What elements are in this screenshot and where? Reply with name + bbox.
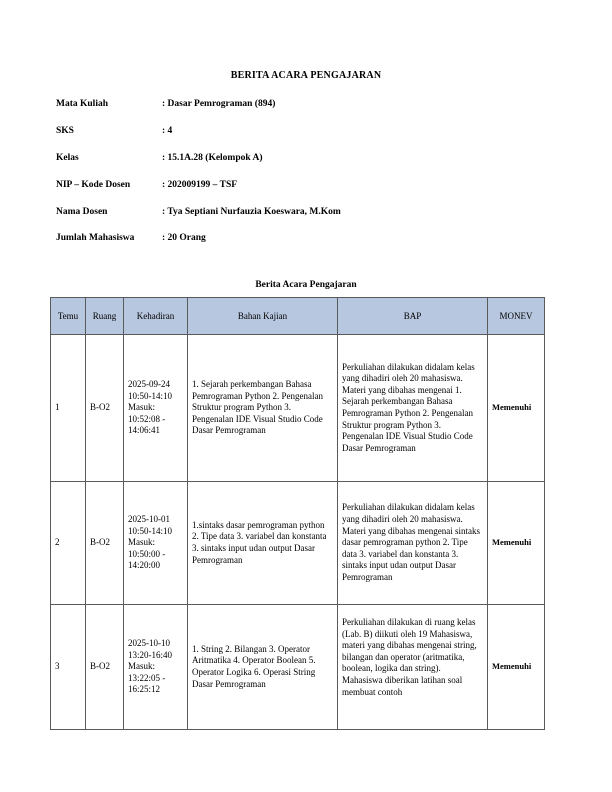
header-kehadiran: Kehadiran: [124, 298, 188, 335]
cell-bap: Perkuliahan dilakukan didalam kelas yang dihadiri oleh 20 mahasiswa. Materi yang dibahas mengenai sintaks dasar pemrograman python 2. Tipe data 3. variabel dan konstanta 3. sintaks input udan output Dasar Pemrograman: [338, 482, 488, 605]
header-ruang: Ruang: [86, 298, 124, 335]
table-row: [51, 482, 545, 605]
cell-monev: Memenuhi: [488, 335, 545, 482]
info-label: Jumlah Mahasiswa: [56, 233, 135, 243]
cell-ruang: B-O2: [86, 605, 124, 730]
info-label: NIP – Kode Dosen: [56, 180, 131, 190]
table-row: [51, 335, 545, 482]
cell-kehadiran: 2025-10-10 13:20-16:40 Masuk: 13:22:05 - 16:25:12: [124, 605, 188, 730]
cell-bap: Perkuliahan dilakukan didalam kelas yang dihadiri oleh 20 mahasiswa. Materi yang dibahas mengenai 1. Sejarah perkembangan Bahasa Pemrograman Python 2. Pengenalan Struktur program Python 3. Pengenalan IDE Visual Studio Code Dasar Pemrograman: [338, 335, 488, 482]
cell-temu: 1: [51, 335, 86, 482]
cell-kehadiran: 2025-09-24 10:50-14:10 Masuk: 10:52:08 - 14:06:41: [124, 335, 188, 482]
cell-temu: 2: [51, 482, 86, 605]
header-monev: MONEV: [488, 298, 545, 335]
teaching-record-table: [50, 297, 545, 730]
info-value: : 15.1A.28 (Kelompok A): [162, 153, 263, 163]
info-label: Mata Kuliah: [56, 99, 108, 109]
header-bap: BAP: [338, 298, 488, 335]
document-title: BERITA ACARA PENGAJARAN: [230, 70, 382, 81]
cell-bahan-kajian: 1. Sejarah perkembangan Bahasa Pemrograman Python 2. Pengenalan Struktur program Python 3. Pengenalan IDE Visual Studio Code Dasar Pemrograman: [188, 335, 338, 482]
header-bahan-kajian: Bahan Kajian: [188, 298, 338, 335]
cell-ruang: B-O2: [86, 482, 124, 605]
info-label: SKS: [56, 126, 74, 136]
table-row: [51, 605, 545, 730]
table-title: Berita Acara Pengajaran: [255, 280, 357, 290]
cell-temu: 3: [51, 605, 86, 730]
cell-bap: Perkuliahan dilakukan di ruang kelas (Lab. B) diikuti oleh 19 Mahasiswa, materi yang dibahas mengenai string, bilangan dan operator (aritmatika, boolean, logika dan string). Mahasiswa diberikan latihan soal membuat contoh: [338, 605, 488, 730]
info-value: : Dasar Pemrograman (894): [162, 99, 276, 109]
table-header-row: [51, 298, 545, 335]
cell-monev: Memenuhi: [488, 482, 545, 605]
info-label: Nama Dosen: [56, 207, 108, 217]
cell-ruang: B-O2: [86, 335, 124, 482]
cell-kehadiran: 2025-10-01 10:50-14:10 Masuk: 10:50:00 - 14:20:00: [124, 482, 188, 605]
info-value: : 20 Orang: [162, 233, 206, 243]
info-value: : 202009199 – TSF: [162, 180, 238, 190]
info-label: Kelas: [56, 153, 79, 163]
header-temu: Temu: [51, 298, 86, 335]
cell-bahan-kajian: 1. String 2. Bilangan 3. Operator Aritmatika 4. Operator Boolean 5. Operator Logika 6. Operasi String Dasar Pemrograman: [188, 605, 338, 730]
cell-monev: Memenuhi: [488, 605, 545, 730]
info-value: : Tya Septiani Nurfauzia Koeswara, M.Kom: [162, 207, 341, 217]
info-value: : 4: [162, 126, 173, 136]
cell-bahan-kajian: 1.sintaks dasar pemrograman python 2. Tipe data 3. variabel dan konstanta 3. sintaks input udan output Dasar Pemrograman: [188, 482, 338, 605]
